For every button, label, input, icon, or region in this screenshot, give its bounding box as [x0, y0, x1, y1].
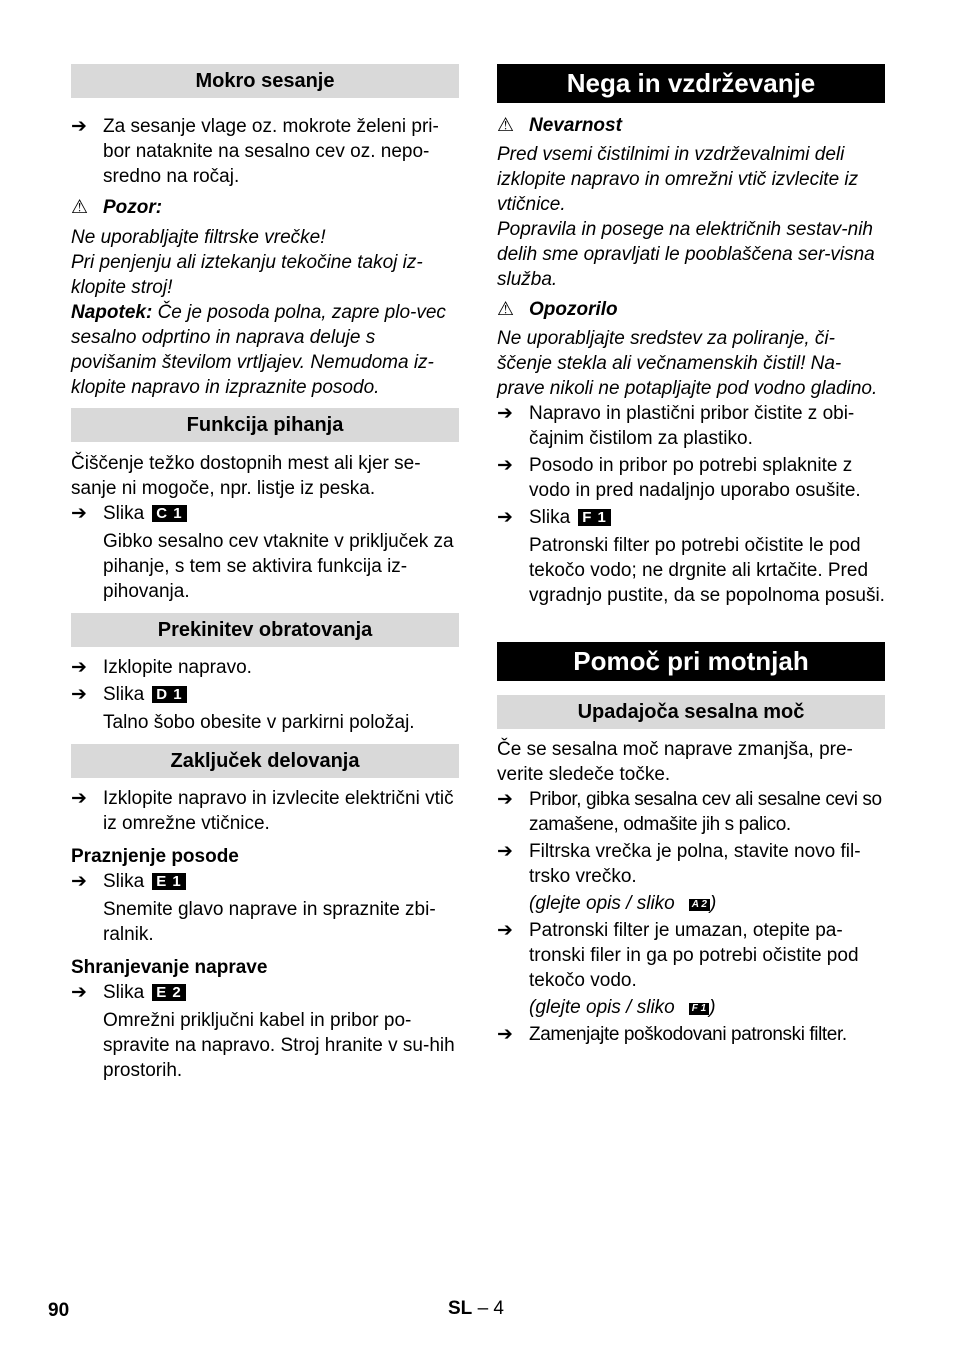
figure-reference-badge: A 2 — [689, 899, 710, 911]
arrow-icon: ➔ — [497, 403, 513, 424]
arrow-icon: ➔ — [497, 920, 513, 941]
arrow-icon: ➔ — [497, 455, 513, 476]
danger-text: Pred vsemi čistilnimi in vzdrževalnimi deli izklopite napravo in omrežni vtič izvlecite iz vtičnice. — [497, 144, 859, 215]
figure-reference-badge: D 1 — [152, 686, 186, 703]
arrow-icon: ➔ — [71, 116, 87, 137]
list-item: ➔ Slika F 1 — [497, 505, 885, 530]
paragraph: Omrežni priključni kabel in pribor po-spravite na napravo. Stroj hranite v su-hih prostorih. — [103, 1010, 455, 1081]
list-item: ➔ Slika D 1 — [71, 682, 459, 707]
list-item: ➔ Slika C 1 — [71, 501, 459, 526]
danger-text: Popravila in posege na električnih sestav-nih delih sme opravljati le pooblaščena ser-visna služba. — [497, 219, 875, 290]
list-item: ➔ Filtrska vrečka je polna, stavite novo fil-trsko vrečko. — [497, 841, 861, 887]
figure-reference-line: (glejte opis / sliko A 2 ) — [529, 893, 717, 914]
danger-heading: ⚠ Nevarnost — [497, 115, 622, 136]
section-number: – 4 — [477, 1298, 504, 1319]
paragraph: Gibko sesalno cev vtaknite v priključek za pihanje, s tem se aktivira funkcija iz-pihovanja. — [103, 531, 454, 602]
list-item: ➔ Izklopite napravo in izvlecite električni vtič iz omrežne vtičnice. — [71, 788, 454, 834]
paragraph: Če se sesalna moč naprave zmanjša, pre-verite sledeče točke. — [497, 739, 853, 785]
warning-heading: ⚠ Pozor: — [71, 197, 163, 218]
list-item: ➔ Izklopite napravo. — [71, 657, 252, 678]
note-paragraph: Napotek: Če je posoda polna, zapre plo-vec sesalno odprtino in naprava deluje s povišanim številom vrtljajev. Nemudoma iz-klopite napravo in izpraznite posodo. — [71, 302, 446, 398]
right-column — [497, 64, 885, 1047]
warning-heading: ⚠ Opozorilo — [497, 299, 618, 320]
section-heading-nega-in-vzdrzevanje: Nega in vzdrževanje — [497, 64, 885, 103]
paragraph: Čiščenje težko dostopnih mest ali kjer se-sanje ni mogoče, npr. listje iz peska. — [71, 453, 421, 499]
note-label: Napotek: — [71, 302, 153, 323]
list-item: ➔ Slika E 1 — [71, 869, 459, 894]
arrow-icon: ➔ — [497, 1024, 513, 1045]
section-heading-mokro-sesanje: Mokro sesanje — [71, 64, 459, 98]
list-item: ➔ Posodo in pribor po potrebi splaknite z vodo in pred nadaljnjo uporabo osušite. — [497, 455, 861, 501]
arrow-icon: ➔ — [71, 503, 87, 524]
arrow-icon: ➔ — [71, 982, 87, 1003]
figure-reference-badge: F 1 — [578, 509, 611, 526]
figure-reference-badge: E 2 — [152, 984, 186, 1001]
arrow-icon: ➔ — [71, 871, 87, 892]
section-heading-upadajoca-sesalna-moc: Upadajoča sesalna moč — [497, 695, 885, 729]
section-heading-pomoc-pri-motnjah: Pomoč pri motnjah — [497, 642, 885, 681]
list-item: ➔ Za sesanje vlage oz. mokrote želeni pri-bor nataknite na sesalno cev oz. nepo-sredno na ročaj. — [71, 116, 439, 187]
footer-language-section — [448, 1296, 504, 1321]
subheading: Praznjenje posode — [71, 846, 239, 867]
arrow-icon: ➔ — [71, 788, 87, 809]
warning-triangle-icon: ⚠ — [71, 197, 89, 218]
warning-text: Ne uporabljajte filtrske vrečke! — [71, 227, 326, 248]
arrow-icon: ➔ — [497, 841, 513, 862]
warning-text: Ne uporabljajte sredstev za poliranje, či-ščenje stekla ali večnamenskih čistil! Na-prave nikoli ne potapljajte pod vodno gladino. — [497, 328, 878, 399]
section-heading-prekinitev-obratovanja: Prekinitev obratovanja — [71, 613, 459, 647]
section-heading-zakljucek-delovanja: Zaključek delovanja — [71, 744, 459, 778]
left-column — [71, 64, 459, 1083]
warning-triangle-icon: ⚠ — [497, 299, 515, 320]
arrow-icon: ➔ — [497, 789, 513, 810]
figure-reference-badge: C 1 — [152, 505, 186, 522]
list-item: ➔ Napravo in plastični pribor čistite z obi-čajnim čistilom za plastiko. — [497, 403, 855, 449]
list-item: ➔ Patronski filter je umazan, otepite pa-tronski filer in ga po potrebi očistite pod tekočo vodo. — [497, 920, 859, 991]
warning-text: Pri penjenju ali iztekanju tekočine takoj iz-klopite stroj! — [71, 252, 423, 298]
arrow-icon: ➔ — [71, 657, 87, 678]
subheading: Shranjevanje naprave — [71, 957, 268, 978]
arrow-icon: ➔ — [71, 684, 87, 705]
paragraph: Talno šobo obesite v parkirni položaj. — [103, 712, 415, 733]
paragraph: Snemite glavo naprave in spraznite zbi-ralnik. — [103, 899, 436, 945]
section-heading-funkcija-pihanja: Funkcija pihanja — [71, 408, 459, 442]
warning-triangle-icon: ⚠ — [497, 115, 515, 136]
page-number: 90 — [48, 1300, 70, 1321]
arrow-icon: ➔ — [497, 507, 513, 528]
list-item: ➔ Slika E 2 — [71, 980, 459, 1005]
list-item: ➔ Pribor, gibka sesalna cev ali sesalne cevi so zamašene, odmašite jih s palico. — [497, 789, 882, 835]
language-code: SL — [448, 1298, 473, 1319]
figure-reference-badge: E 1 — [152, 873, 186, 890]
paragraph: Patronski filter po potrebi očistite le pod tekočo vodo; ne drgnite ali krtačite. Pred vgradnjo pustite, da se popolnoma posuši. — [529, 535, 885, 606]
figure-reference-badge: F 1 — [689, 1003, 709, 1015]
figure-reference-line: (glejte opis / sliko F 1 ) — [529, 997, 716, 1018]
list-item: ➔ Zamenjajte poškodovani patronski filter. — [497, 1024, 847, 1045]
